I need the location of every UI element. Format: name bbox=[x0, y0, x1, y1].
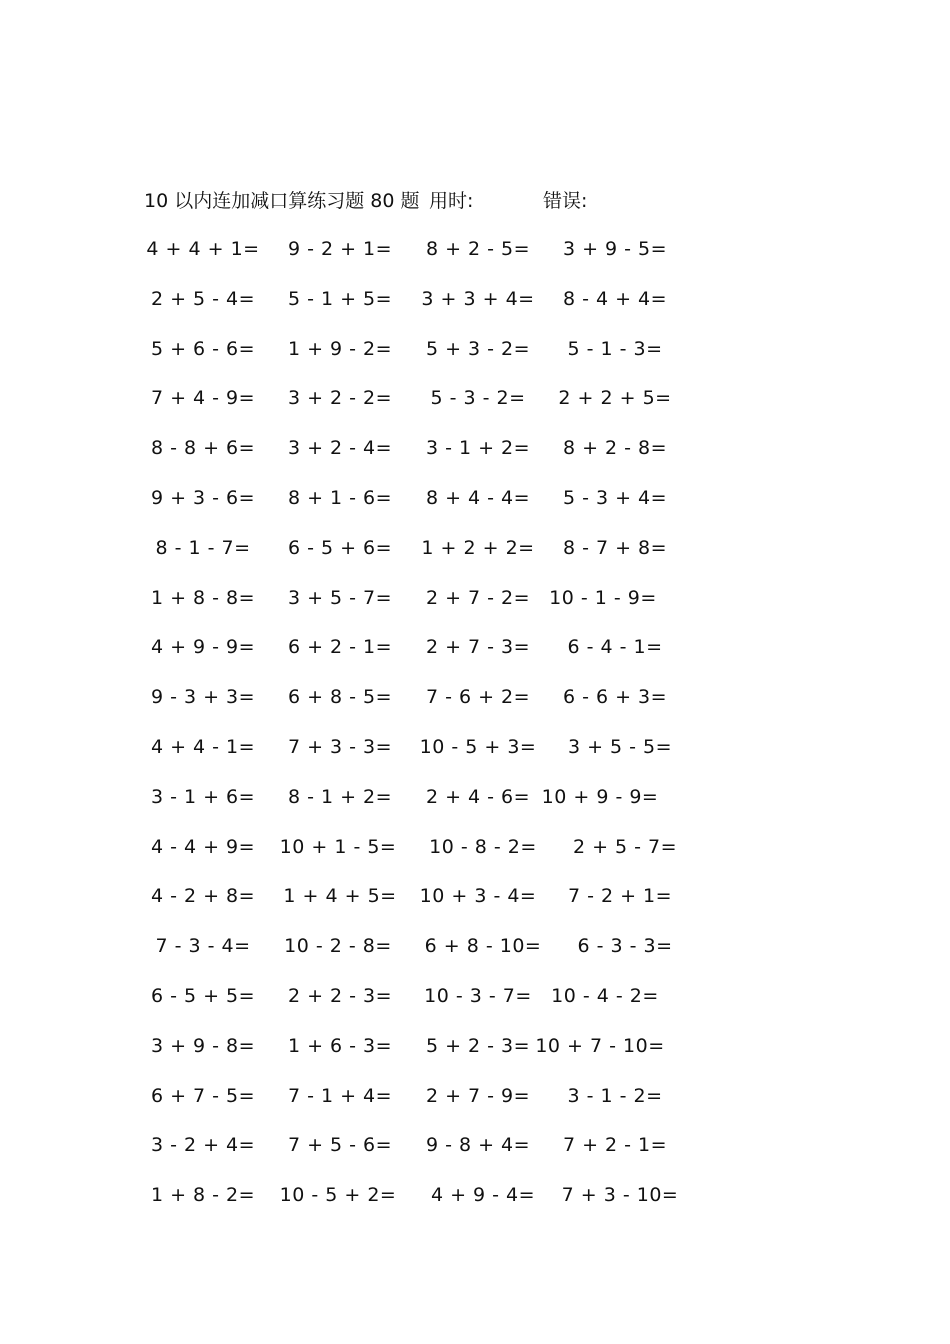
problem-cell: 2 + 7 - 9= bbox=[425, 1084, 531, 1107]
problem-cell: 2 + 4 - 6= bbox=[425, 785, 531, 808]
problem-cell: 10 - 8 - 2= bbox=[429, 835, 537, 858]
problem-cell: 4 + 9 - 9= bbox=[150, 636, 256, 659]
problem-cell: 5 + 3 - 2= bbox=[425, 337, 531, 360]
problem-cell: 2 + 5 - 7= bbox=[572, 835, 678, 858]
problem-cell: 7 - 6 + 2= bbox=[425, 686, 531, 709]
problem-cell: 8 + 1 - 6= bbox=[287, 486, 393, 509]
problem-cell: 1 + 4 + 5= bbox=[283, 885, 397, 908]
problem-row bbox=[140, 980, 700, 1030]
problem-cell: 9 - 3 + 3= bbox=[150, 686, 256, 709]
problem-cell: 8 - 1 + 2= bbox=[287, 785, 393, 808]
problem-cell: 3 - 1 + 6= bbox=[150, 785, 256, 808]
problem-cell: 8 + 2 - 5= bbox=[425, 238, 531, 260]
problem-cell: 5 - 1 - 3= bbox=[567, 337, 663, 360]
problem-cell: 7 - 1 + 4= bbox=[287, 1084, 393, 1107]
problem-cell: 3 + 5 - 7= bbox=[287, 586, 393, 609]
problem-cell: 9 - 8 + 4= bbox=[425, 1134, 531, 1157]
problem-cell: 6 + 2 - 1= bbox=[287, 636, 393, 659]
problem-cell: 2 + 2 + 5= bbox=[558, 387, 672, 410]
problem-row bbox=[140, 1080, 700, 1130]
problem-row bbox=[140, 1129, 700, 1179]
problem-cell: 3 + 2 - 4= bbox=[287, 437, 393, 460]
problem-cell: 3 - 1 - 2= bbox=[567, 1084, 663, 1107]
problem-row bbox=[140, 731, 700, 781]
problem-cell: 4 + 4 + 1= bbox=[146, 238, 260, 260]
problem-cell: 8 - 7 + 8= bbox=[562, 536, 668, 559]
problem-cell: 6 + 8 - 5= bbox=[287, 686, 393, 709]
problem-cell: 10 - 2 - 8= bbox=[284, 935, 392, 958]
problem-cell: 10 + 3 - 4= bbox=[419, 885, 537, 908]
problem-cell: 1 + 2 + 2= bbox=[421, 536, 535, 559]
problem-cell: 8 - 4 + 4= bbox=[562, 287, 668, 310]
problem-cell: 10 + 9 - 9= bbox=[541, 785, 659, 808]
problem-cell: 8 + 2 - 8= bbox=[562, 437, 668, 460]
problem-row bbox=[140, 283, 700, 333]
problem-row bbox=[140, 532, 700, 582]
problem-cell: 5 + 6 - 6= bbox=[150, 337, 256, 360]
problem-grid bbox=[140, 233, 700, 1229]
problem-cell: 7 + 5 - 6= bbox=[287, 1134, 393, 1157]
problem-cell: 7 - 3 - 4= bbox=[155, 935, 251, 958]
problem-cell: 2 + 5 - 4= bbox=[150, 287, 256, 310]
problem-cell: 3 - 1 + 2= bbox=[425, 437, 531, 460]
problem-row bbox=[140, 233, 700, 283]
problem-cell: 3 + 2 - 2= bbox=[287, 387, 393, 410]
problem-cell: 2 + 7 - 2= bbox=[425, 586, 531, 609]
problem-cell: 6 + 7 - 5= bbox=[150, 1084, 256, 1107]
problem-cell: 7 + 2 - 1= bbox=[562, 1134, 668, 1157]
problem-cell: 7 - 2 + 1= bbox=[567, 885, 673, 908]
problem-cell: 2 + 2 - 3= bbox=[287, 984, 393, 1007]
problem-row bbox=[140, 1179, 700, 1229]
problem-row bbox=[140, 930, 700, 980]
problem-cell: 10 - 4 - 2= bbox=[551, 984, 659, 1007]
problem-cell: 1 + 9 - 2= bbox=[287, 337, 393, 360]
problem-row bbox=[140, 781, 700, 831]
problem-cell: 5 - 3 - 2= bbox=[430, 387, 526, 410]
problem-cell: 1 + 8 - 8= bbox=[150, 586, 256, 609]
problem-cell: 10 - 3 - 7= bbox=[424, 984, 532, 1007]
problem-cell: 4 - 2 + 8= bbox=[150, 885, 256, 908]
problem-cell: 10 - 5 + 3= bbox=[419, 735, 537, 758]
problem-cell: 1 + 6 - 3= bbox=[287, 1034, 393, 1057]
problem-cell: 6 + 8 - 10= bbox=[424, 935, 542, 958]
problem-cell: 10 - 1 - 9= bbox=[549, 586, 657, 609]
errors-label: 错误: bbox=[543, 190, 588, 212]
problem-cell: 10 + 7 - 10= bbox=[535, 1034, 665, 1057]
problem-cell: 9 - 2 + 1= bbox=[287, 238, 393, 260]
problem-row bbox=[140, 681, 700, 731]
problem-cell: 3 + 5 - 5= bbox=[567, 735, 673, 758]
time-label: 用时: bbox=[429, 190, 474, 212]
problem-cell: 4 - 4 + 9= bbox=[150, 835, 256, 858]
problem-row bbox=[140, 880, 700, 930]
problem-cell: 10 - 5 + 2= bbox=[279, 1184, 397, 1207]
problem-cell: 6 - 4 - 1= bbox=[567, 636, 663, 659]
problem-cell: 7 + 3 - 3= bbox=[287, 735, 393, 758]
problem-cell: 3 + 3 + 4= bbox=[421, 287, 535, 310]
worksheet-title: 10 以内连加减口算练习题 80 题 bbox=[144, 190, 420, 212]
problem-row bbox=[140, 831, 700, 881]
problem-cell: 8 + 4 - 4= bbox=[425, 486, 531, 509]
problem-cell: 6 - 6 + 3= bbox=[562, 686, 668, 709]
problem-row bbox=[140, 482, 700, 532]
problem-cell: 8 - 1 - 7= bbox=[155, 536, 251, 559]
problem-cell: 9 + 3 - 6= bbox=[150, 486, 256, 509]
problem-cell: 7 + 3 - 10= bbox=[561, 1184, 679, 1207]
problem-row bbox=[140, 333, 700, 383]
problem-cell: 5 - 3 + 4= bbox=[562, 486, 668, 509]
problem-cell: 3 + 9 - 5= bbox=[562, 238, 668, 260]
problem-cell: 6 - 3 - 3= bbox=[577, 935, 673, 958]
problem-cell: 3 - 2 + 4= bbox=[150, 1134, 256, 1157]
problem-cell: 4 + 4 - 1= bbox=[150, 735, 256, 758]
problem-cell: 4 + 9 - 4= bbox=[430, 1184, 536, 1207]
problem-row bbox=[140, 432, 700, 482]
problem-row bbox=[140, 582, 700, 632]
problem-cell: 6 - 5 + 5= bbox=[150, 984, 256, 1007]
problem-cell: 3 + 9 - 8= bbox=[150, 1034, 256, 1057]
problem-cell: 5 - 1 + 5= bbox=[287, 287, 393, 310]
problem-cell: 10 + 1 - 5= bbox=[279, 835, 397, 858]
problem-cell: 7 + 4 - 9= bbox=[150, 387, 256, 410]
problem-cell: 2 + 7 - 3= bbox=[425, 636, 531, 659]
problem-cell: 6 - 5 + 6= bbox=[287, 536, 393, 559]
worksheet-header bbox=[144, 186, 587, 213]
problem-cell: 8 - 8 + 6= bbox=[150, 437, 256, 460]
problem-row bbox=[140, 1030, 700, 1080]
problem-row bbox=[140, 631, 700, 681]
problem-row bbox=[140, 382, 700, 432]
problem-cell: 5 + 2 - 3= bbox=[425, 1034, 531, 1057]
problem-cell: 1 + 8 - 2= bbox=[150, 1184, 256, 1207]
